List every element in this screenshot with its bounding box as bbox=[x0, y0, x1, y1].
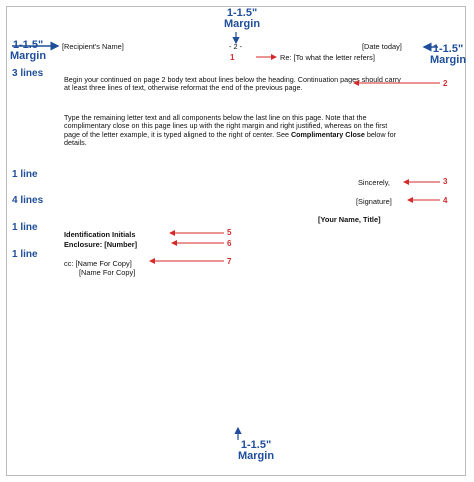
date-line: [Date today] bbox=[362, 42, 402, 51]
bottom-margin-value: 1-1.5" bbox=[240, 439, 272, 451]
bottom-margin-word: Margin bbox=[238, 450, 275, 462]
spacing-after-enclosure: 1 line bbox=[12, 249, 38, 260]
marker-5: 5 bbox=[227, 228, 232, 237]
left-margin-label bbox=[10, 40, 46, 62]
right-margin-value: 1-1.5" bbox=[432, 43, 464, 55]
body-paragraph-2-start: Type the remaining letter text and all components below the last line on this page. Note that the complimentary close on this page lines up with the right margin and right justified, whereas on the first page of the letter example, it is typed aligned to the right of center. See bbox=[64, 113, 388, 139]
top-margin-value: 1-1.5" bbox=[226, 7, 258, 19]
marker-3: 3 bbox=[443, 177, 448, 186]
right-margin-word: Margin bbox=[430, 54, 467, 66]
right-margin-label bbox=[430, 44, 466, 66]
signature: [Signature] bbox=[356, 197, 392, 206]
bottom-margin-label bbox=[238, 440, 274, 462]
spacing-after-body: 1 line bbox=[12, 169, 38, 180]
reference-line: Re: [To what the letter refers] bbox=[280, 53, 375, 62]
marker-4: 4 bbox=[443, 196, 448, 205]
spacing-after-title: 1 line bbox=[12, 222, 38, 233]
spacing-after-header: 3 lines bbox=[12, 68, 44, 79]
marker-7: 7 bbox=[227, 257, 232, 266]
cc-notation: cc: [Name For Copy] bbox=[64, 259, 132, 268]
body-paragraph-2-end: below for details. bbox=[64, 129, 397, 148]
left-margin-word: Margin bbox=[10, 50, 47, 62]
top-margin-word: Margin bbox=[224, 18, 261, 30]
marker-1: 1 bbox=[230, 53, 235, 62]
name-title: [Your Name, Title] bbox=[318, 215, 381, 224]
marker-2: 2 bbox=[443, 79, 448, 88]
cc-notation-second: [Name For Copy] bbox=[79, 268, 136, 277]
page-number: - 2 - bbox=[229, 42, 243, 51]
enclosure-notation: Enclosure: [Number] bbox=[64, 240, 138, 249]
complimentary-close: Sincerely, bbox=[358, 178, 390, 187]
body-paragraph-2 bbox=[64, 114, 404, 148]
recipient-name: [Recipient's Name] bbox=[62, 42, 124, 51]
body-paragraph-1: Begin your continued on page 2 body text about lines below the heading. Continuation pages should carry at least three lines of text, otherwise reformat the end of the previous page. bbox=[64, 75, 401, 93]
identification-initials: Identification Initials bbox=[64, 230, 136, 239]
marker-6: 6 bbox=[227, 239, 232, 248]
left-margin-value: 1-1.5" bbox=[12, 39, 44, 51]
body-paragraph-2-bold: Complimentary Close bbox=[290, 129, 365, 139]
top-margin-label bbox=[224, 8, 260, 30]
spacing-after-close: 4 lines bbox=[12, 195, 44, 206]
